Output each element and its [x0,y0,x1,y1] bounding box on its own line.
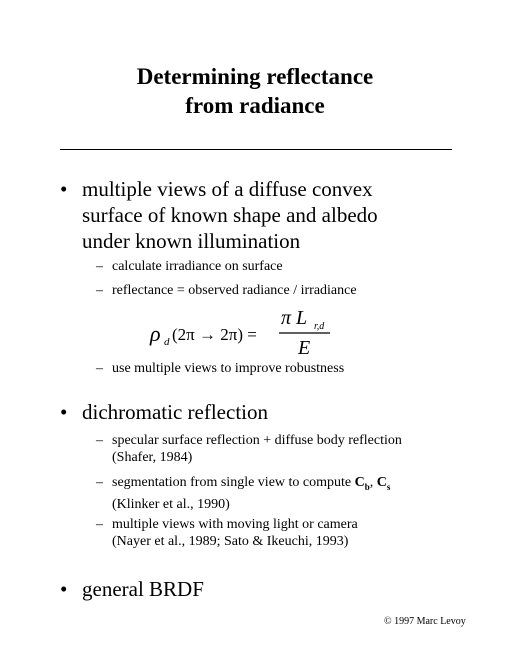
bullet-marker: • [60,400,68,424]
title-line-1: Determining reflectance [136,64,374,89]
sub-item-line: multiple views with moving light or camera [112,517,358,532]
symbol-cs: $C_s$ [376,475,391,492]
sub-item-marker: – [96,517,103,532]
sub-item-line: segmentation from single view to compute [112,475,355,490]
sub-item-line: calculate irradiance on surface [112,259,283,274]
bullet-line: multiple views of a diffuse convex [82,177,373,201]
equation-rho-subscript: d [164,336,170,348]
bullet-text [82,576,204,602]
bullet-line: dichromatic reflection [82,400,268,424]
sub-item-line: (Nayer et al., 1989; Sato & Ikeuchi, 1993) [112,534,349,549]
symbol-cb: $C_b$ [354,475,370,492]
equation-rho: ρ [150,321,161,346]
sub-item-marker: – [96,361,103,376]
sub-item-line: use multiple views to improve robustness [112,361,345,376]
sub-item-line: (Shafer, 1984) [112,450,193,465]
sub-item-line-with-symbols [112,474,390,496]
sub-item-marker: – [96,433,103,448]
sub-item-line: specular surface reflection + diffuse body reflection [112,433,402,448]
copyright-footer: © 1997 Marc Levoy [384,616,466,627]
bullet-text [82,399,268,425]
equation-numerator: π L [281,307,308,329]
title-divider [60,149,452,150]
sub-item-marker: – [96,259,103,274]
title-line-2: from radiance [185,93,325,118]
slide-title [0,62,510,120]
sub-item-line: reflectance = observed radiance / irradiance [112,283,357,298]
bullet-marker: • [60,177,68,201]
bullet-text [82,176,378,254]
bullet-line: surface of known shape and albedo [82,203,378,227]
equation-argument: (2π → 2π) = [172,325,257,344]
bullet-marker: • [60,577,68,601]
sub-item-line: (Klinker et al., 1990) [112,496,230,512]
bullet-line: under known illumination [82,229,301,253]
sub-item-marker: – [96,475,103,490]
sub-item-marker: – [96,283,103,298]
equation-denominator: E [298,337,311,359]
symbol-separator: , [369,475,377,490]
equation-numerator-subscript: r,d [314,321,325,332]
bullet-line: general BRDF [82,577,204,601]
